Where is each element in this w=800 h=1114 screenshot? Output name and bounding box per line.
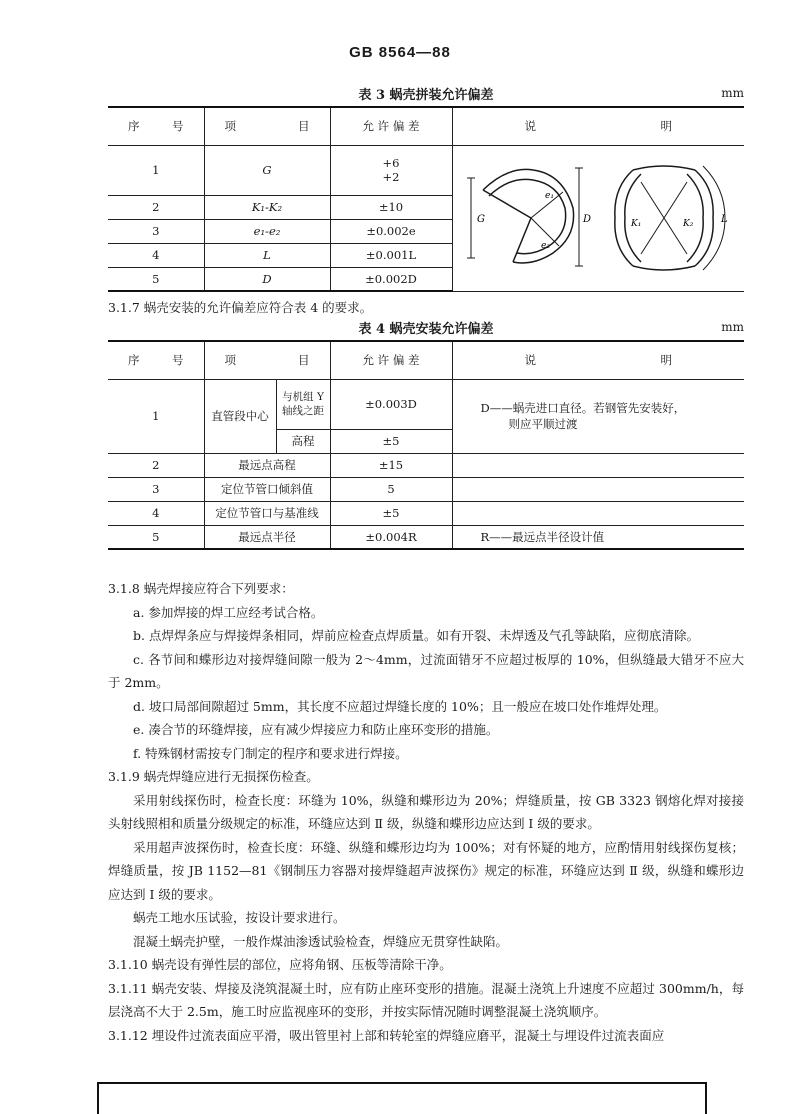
paragraph: 3.1.8 蜗壳焊接应符合下列要求： <box>108 581 294 596</box>
label-K2: K₂ <box>683 219 694 229</box>
table4-cell-tolerance: ±0.003D <box>330 379 452 429</box>
table4-cell-tolerance: ±15 <box>330 453 452 477</box>
table4-header-note: 说 明 <box>452 341 744 379</box>
table3-unit: mm <box>721 86 744 100</box>
paragraph: d. 坡口局部间隙超过 5mm，其长度不应超过焊缝长度的 10%；且一般应在坡口处作堆焊处理。 <box>133 698 667 714</box>
paragraph: b. 点焊焊条应与焊接焊条相同，焊前应检查点焊质量。如有开裂、未焊透及气孔等缺陷，应彻底清除。 <box>133 628 699 643</box>
table-row <box>108 453 744 477</box>
table4-cell-item: 最远点半径 <box>204 525 330 549</box>
paragraph: 3.1.10 蜗壳设有弹性层的部位，应将角钢、压板等清除干净。 <box>108 957 452 972</box>
table3-cell-no: 3 <box>108 219 204 243</box>
paragraph: 混凝土蜗壳护壁，一般作煤油渗透试验检查，焊缝应无贯穿性缺陷。 <box>133 933 509 949</box>
table4-cell-no: 5 <box>108 525 204 549</box>
clause-3-1-7: 3.1.7 蜗壳安装的允许偏差应符合表 4 的要求。 <box>108 300 373 315</box>
paragraph: 3.1.12 埋设件过流表面应平滑，吸出管里衬上部和转轮室的焊缝应磨平，混凝土与埋设件过流表面应 <box>108 1027 665 1043</box>
table3-header-row <box>108 107 744 145</box>
label-e1: e₁ <box>545 191 555 201</box>
page-header: GB 8564—88 <box>349 44 451 61</box>
table-row <box>108 501 744 525</box>
table4-cell-tolerance: ±0.004R <box>330 525 452 549</box>
table3-header-item: 项 目 <box>204 107 330 145</box>
table-row <box>108 525 744 549</box>
table3-cell-item: D <box>204 267 330 291</box>
footer-frame <box>97 1082 707 1114</box>
table3-header-note: 说 明 <box>452 107 744 145</box>
table3-cell-no: 2 <box>108 195 204 219</box>
table4-unit: mm <box>721 320 744 334</box>
table4-header-row <box>108 341 744 379</box>
paragraph: f. 特殊钢材需按专门制定的程序和要求进行焊接。 <box>133 745 408 761</box>
table3-cell-tolerance: ±0.001L <box>330 243 452 267</box>
table3-cell-no: 1 <box>108 145 204 195</box>
label-L: L <box>721 214 728 225</box>
label-D: D <box>583 214 592 225</box>
table3-cell-tolerance: ±0.002e <box>330 219 452 243</box>
paragraph: 3.1.11 蜗壳安装、焊接及浇筑混凝土时，应有防止座环变形的措施。混凝土浇筑上升速度不应超过 300mm/h，每层浇高不大于 2.5m，施工时应监视座环的变形，并按实际情况随时调整混凝土浇筑顺序。 <box>108 980 744 1019</box>
table4-cell-item: 直管段中心 <box>204 379 276 453</box>
table3-header-tolerance: 允 许 偏 差 <box>330 107 452 145</box>
table-row <box>108 477 744 501</box>
paragraph: a. 参加焊接的焊工应经考试合格。 <box>133 604 324 620</box>
table3-cell-item: L <box>204 243 330 267</box>
paragraph: 采用射线探伤时，检查长度：环缝为 10%，纵缝和蝶形边为 20%；焊缝质量，按 GB 3323 钢熔化焊对接接头射线照相和质量分级规定的标准，环缝应达到 Ⅱ 级，纵缝和蝶形边应达到 Ⅰ 级的要求。 <box>108 792 744 831</box>
table4-header-tolerance: 允 许 偏 差 <box>330 341 452 379</box>
table3-cell-item: K₁-K₂ <box>204 195 330 219</box>
spiral-case-diagram <box>463 158 733 278</box>
table4-cell-no: 1 <box>108 379 204 453</box>
table4-cell-no: 4 <box>108 501 204 525</box>
table4 <box>108 340 744 550</box>
table4-caption <box>108 316 744 336</box>
table4-header-no: 序 号 <box>108 341 204 379</box>
body-text <box>108 577 744 1047</box>
table4-cell-item: 定位节管口倾斜值 <box>204 477 330 501</box>
table3-cell-item: e₁-e₂ <box>204 219 330 243</box>
table4-cell-note: R——最远点半径设计值 <box>452 525 744 549</box>
table3-title: 表 3 蜗壳拼装允许偏差 <box>358 88 494 103</box>
paragraph: e. 凑合节的环缝焊接，应有减少焊接应力和防止座环变形的措施。 <box>133 722 499 737</box>
table3-diagram-cell <box>452 145 744 291</box>
label-K1: K₁ <box>631 219 642 229</box>
table3 <box>108 106 744 292</box>
table4-header-item: 项 目 <box>204 341 330 379</box>
table4-cell-tolerance: 5 <box>330 477 452 501</box>
table3-cell-tolerance: +6 +2 <box>330 145 452 195</box>
table3-cell-item: G <box>204 145 330 195</box>
table3-header-no: 序 号 <box>108 107 204 145</box>
paragraph: 3.1.9 蜗壳焊缝应进行无损探伤检查。 <box>108 769 319 784</box>
paragraph: c. 各节间和蝶形边对接焊缝间隙一般为 2～4mm，过流面错牙不应超过板厚的 10%，但纵缝最大错牙不应大于 2mm。 <box>108 651 744 690</box>
table-row <box>108 145 744 195</box>
table3-cell-no: 4 <box>108 243 204 267</box>
table4-cell-item: 定位节管口与基准线 <box>204 501 330 525</box>
paragraph: 采用超声波探伤时，检查长度：环缝、纵缝和蝶形边均为 100%；对有怀疑的地方，应酌情用射线探伤复核；焊缝质量，按 JB 1152—81《钢制压力容器对接焊缝超声波探伤》规定的标准，环缝应达到 Ⅱ 级，纵缝和蝶形边应达到 Ⅰ 级的要求。 <box>108 839 744 902</box>
table-row <box>108 379 744 429</box>
table4-cell-subitem: 高程 <box>276 429 330 453</box>
table3-cell-tolerance: ±0.002D <box>330 267 452 291</box>
table4-cell-note <box>452 501 744 525</box>
label-e2: e₂ <box>541 241 551 251</box>
table4-cell-tolerance: ±5 <box>330 501 452 525</box>
table3-cell-no: 5 <box>108 267 204 291</box>
table4-cell-tolerance: ±5 <box>330 429 452 453</box>
table4-cell-no: 2 <box>108 453 204 477</box>
label-G: G <box>477 214 486 225</box>
table4-title: 表 4 蜗壳安装允许偏差 <box>358 322 494 337</box>
paragraph: 蜗壳工地水压试验，按设计要求进行。 <box>133 910 346 925</box>
table4-cell-no: 3 <box>108 477 204 501</box>
table3-cell-tolerance: ±10 <box>330 195 452 219</box>
table4-cell-note: D——蜗壳进口直径。若钢管先安装好， 则应平顺过渡 <box>452 379 744 453</box>
table4-cell-item: 最远点高程 <box>204 453 330 477</box>
table4-cell-note <box>452 453 744 477</box>
table4-cell-subitem: 与机组 Y 轴线之距 <box>276 379 330 429</box>
table4-cell-note <box>452 477 744 501</box>
table3-caption <box>108 82 744 102</box>
